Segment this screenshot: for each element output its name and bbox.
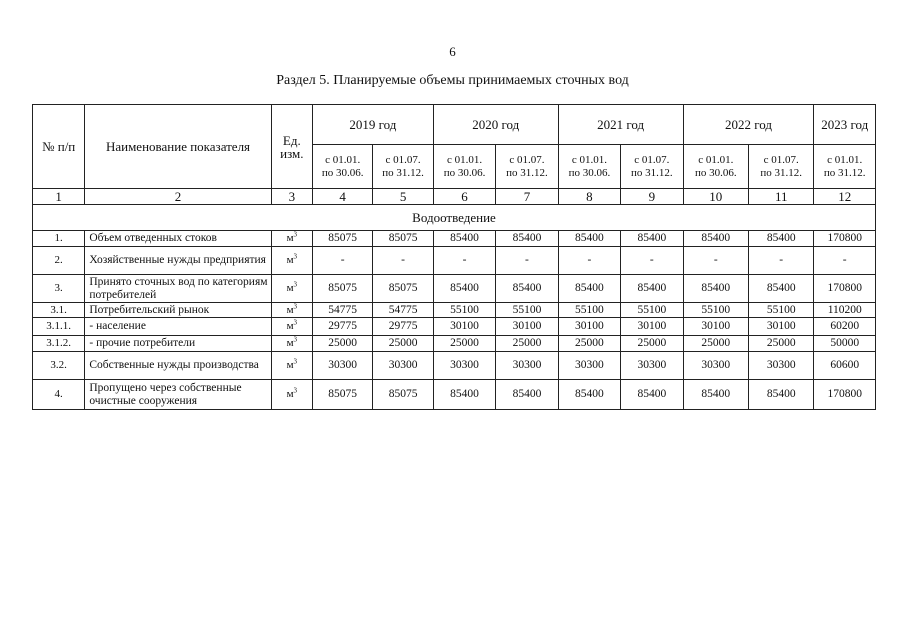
header-year-2019: 2019 год: [312, 105, 433, 145]
value-cell: 85400: [558, 275, 620, 303]
period-start: с 01.01.: [698, 153, 734, 166]
period-start: с 01.07.: [385, 153, 421, 166]
value-cell: 29775: [373, 318, 433, 336]
table-row: [33, 380, 876, 410]
row-unit: [271, 318, 312, 336]
column-number: 7: [496, 189, 558, 205]
unit-base: м: [286, 359, 294, 371]
column-number: 4: [312, 189, 372, 205]
wastewater-volume-table: [32, 104, 876, 410]
row-number: 2.: [33, 247, 85, 275]
value-cell: 85075: [373, 275, 433, 303]
value-cell: 25000: [558, 336, 620, 352]
value-cell: 85400: [749, 231, 814, 247]
header-period: [433, 145, 495, 189]
table-row: [33, 247, 876, 275]
value-cell: 30100: [558, 318, 620, 336]
row-name: Принято сточных вод по категориям потребителей: [85, 275, 271, 303]
header-period: [749, 145, 814, 189]
row-number: 3.1.: [33, 303, 85, 318]
header-period: [621, 145, 683, 189]
row-name: - население: [85, 318, 271, 336]
period-start: с 01.01.: [827, 153, 863, 166]
value-cell: 30300: [621, 352, 683, 380]
value-cell: 110200: [814, 303, 876, 318]
page-number: 6: [449, 44, 456, 59]
value-cell: 25000: [749, 336, 814, 352]
value-cell: 30300: [749, 352, 814, 380]
value-cell: 85400: [496, 231, 558, 247]
row-name: Собственные нужды производства: [85, 352, 271, 380]
value-cell: 54775: [312, 303, 372, 318]
unit-exponent: 3: [293, 386, 298, 395]
value-cell: 30300: [496, 352, 558, 380]
header-period: [683, 145, 748, 189]
value-cell: 25000: [433, 336, 495, 352]
period-end: по 31.12.: [823, 166, 866, 179]
header-name: Наименование показателя: [85, 105, 271, 189]
column-number: 10: [683, 189, 748, 205]
row-unit: [271, 275, 312, 303]
unit-base: м: [286, 282, 294, 294]
value-cell: 30100: [433, 318, 495, 336]
value-cell: 85075: [312, 275, 372, 303]
section-label: Водоотведение: [33, 205, 876, 231]
column-number: 5: [373, 189, 433, 205]
row-number: 1.: [33, 231, 85, 247]
row-name: Пропущено через собственные очистные сооружения: [85, 380, 271, 410]
period-start: с 01.07.: [763, 153, 799, 166]
header-period: [814, 145, 876, 189]
period-end: по 31.12.: [760, 166, 803, 179]
period-end: по 30.06.: [694, 166, 737, 179]
value-cell: 85400: [496, 380, 558, 410]
value-cell: 55100: [621, 303, 683, 318]
period-start: с 01.07.: [509, 153, 545, 166]
value-cell: 25000: [312, 336, 372, 352]
column-number: 11: [749, 189, 814, 205]
row-unit: [271, 352, 312, 380]
period-start: с 01.01.: [571, 153, 607, 166]
header-period: [558, 145, 620, 189]
value-cell: 85400: [621, 275, 683, 303]
value-cell: 55100: [496, 303, 558, 318]
period-end: по 30.06.: [321, 166, 364, 179]
table-row: [33, 275, 876, 303]
column-number: 2: [85, 189, 271, 205]
value-cell: 85400: [749, 380, 814, 410]
row-number: 3.1.2.: [33, 336, 85, 352]
value-cell: 54775: [373, 303, 433, 318]
column-number: 1: [33, 189, 85, 205]
value-cell: 170800: [814, 231, 876, 247]
value-cell: 30300: [683, 352, 748, 380]
row-number: 4.: [33, 380, 85, 410]
value-cell: 85400: [433, 380, 495, 410]
value-cell: 25000: [496, 336, 558, 352]
unit-exponent: 3: [293, 318, 298, 327]
value-cell: -: [621, 247, 683, 275]
header-year-2020: 2020 год: [433, 105, 558, 145]
period-start: с 01.01.: [325, 153, 361, 166]
period-end: по 30.06.: [568, 166, 611, 179]
period-start: с 01.01.: [446, 153, 483, 166]
period-end: по 30.06.: [443, 166, 486, 179]
unit-base: м: [286, 232, 294, 244]
table-row: [33, 352, 876, 380]
value-cell: 85075: [373, 231, 433, 247]
value-cell: 170800: [814, 275, 876, 303]
column-number: 6: [433, 189, 495, 205]
value-cell: 85400: [683, 275, 748, 303]
row-name: Объем отведенных стоков: [85, 231, 271, 247]
value-cell: 25000: [621, 336, 683, 352]
value-cell: -: [312, 247, 372, 275]
value-cell: 25000: [373, 336, 433, 352]
header-year-2022: 2022 год: [683, 105, 814, 145]
header-year-2023: 2023 год: [814, 105, 876, 145]
value-cell: 85075: [312, 380, 372, 410]
value-cell: 85400: [621, 380, 683, 410]
value-cell: 30100: [683, 318, 748, 336]
header-unit: Ед. изм.: [271, 105, 312, 189]
value-cell: 30300: [558, 352, 620, 380]
value-cell: 85400: [496, 275, 558, 303]
column-number: 9: [621, 189, 683, 205]
row-number: 3.1.1.: [33, 318, 85, 336]
value-cell: 30100: [621, 318, 683, 336]
table-row: [33, 336, 876, 352]
value-cell: 55100: [749, 303, 814, 318]
value-cell: -: [749, 247, 814, 275]
value-cell: 85400: [558, 380, 620, 410]
unit-base: м: [286, 337, 294, 349]
value-cell: 85075: [373, 380, 433, 410]
header-period: [373, 145, 433, 189]
table-row: [33, 303, 876, 318]
row-name: Потребительский рынок: [85, 303, 271, 318]
value-cell: 60600: [814, 352, 876, 380]
value-cell: 85400: [433, 231, 495, 247]
row-unit: [271, 336, 312, 352]
row-number: 3.: [33, 275, 85, 303]
table-row: [33, 231, 876, 247]
section-title: Раздел 5. Планируемые объемы принимаемых сточных вод: [276, 73, 629, 88]
value-cell: 85400: [683, 231, 748, 247]
unit-exponent: 3: [293, 335, 298, 344]
row-unit: [271, 303, 312, 318]
value-cell: -: [814, 247, 876, 275]
value-cell: 60200: [814, 318, 876, 336]
header-num: № п/п: [33, 105, 85, 189]
row-unit: [271, 247, 312, 275]
value-cell: 50000: [814, 336, 876, 352]
value-cell: 170800: [814, 380, 876, 410]
header-period: [496, 145, 558, 189]
row-name: - прочие потребители: [85, 336, 271, 352]
table-row: [33, 318, 876, 336]
period-end: по 31.12.: [506, 166, 548, 179]
unit-exponent: 3: [293, 280, 298, 289]
unit-base: м: [286, 320, 294, 332]
column-number: 3: [271, 189, 312, 205]
value-cell: 85400: [621, 231, 683, 247]
unit-exponent: 3: [293, 252, 298, 261]
row-number: 3.2.: [33, 352, 85, 380]
column-number: 12: [814, 189, 876, 205]
value-cell: 30300: [433, 352, 495, 380]
column-number: 8: [558, 189, 620, 205]
value-cell: 30100: [496, 318, 558, 336]
unit-base: м: [286, 303, 294, 316]
unit-exponent: 3: [293, 302, 298, 310]
unit-exponent: 3: [293, 230, 298, 239]
value-cell: 30300: [373, 352, 433, 380]
unit-base: м: [286, 388, 294, 400]
value-cell: 29775: [312, 318, 372, 336]
value-cell: -: [433, 247, 495, 275]
value-cell: -: [683, 247, 748, 275]
row-unit: [271, 380, 312, 410]
value-cell: 55100: [433, 303, 495, 318]
value-cell: -: [496, 247, 558, 275]
value-cell: 30300: [312, 352, 372, 380]
period-start: с 01.07.: [634, 153, 670, 166]
header-year-2021: 2021 год: [558, 105, 683, 145]
value-cell: 30100: [749, 318, 814, 336]
value-cell: 85400: [683, 380, 748, 410]
value-cell: 85075: [312, 231, 372, 247]
row-unit: [271, 231, 312, 247]
header-period: [312, 145, 372, 189]
unit-exponent: 3: [293, 357, 298, 366]
period-end: по 31.12.: [631, 166, 673, 179]
value-cell: 85400: [749, 275, 814, 303]
row-name: Хозяйственные нужды предприятия: [85, 247, 271, 275]
value-cell: 55100: [558, 303, 620, 318]
value-cell: 55100: [683, 303, 748, 318]
unit-base: м: [286, 254, 294, 266]
value-cell: 25000: [683, 336, 748, 352]
value-cell: -: [558, 247, 620, 275]
value-cell: -: [373, 247, 433, 275]
period-end: по 31.12.: [382, 166, 424, 179]
value-cell: 85400: [558, 231, 620, 247]
value-cell: 85400: [433, 275, 495, 303]
